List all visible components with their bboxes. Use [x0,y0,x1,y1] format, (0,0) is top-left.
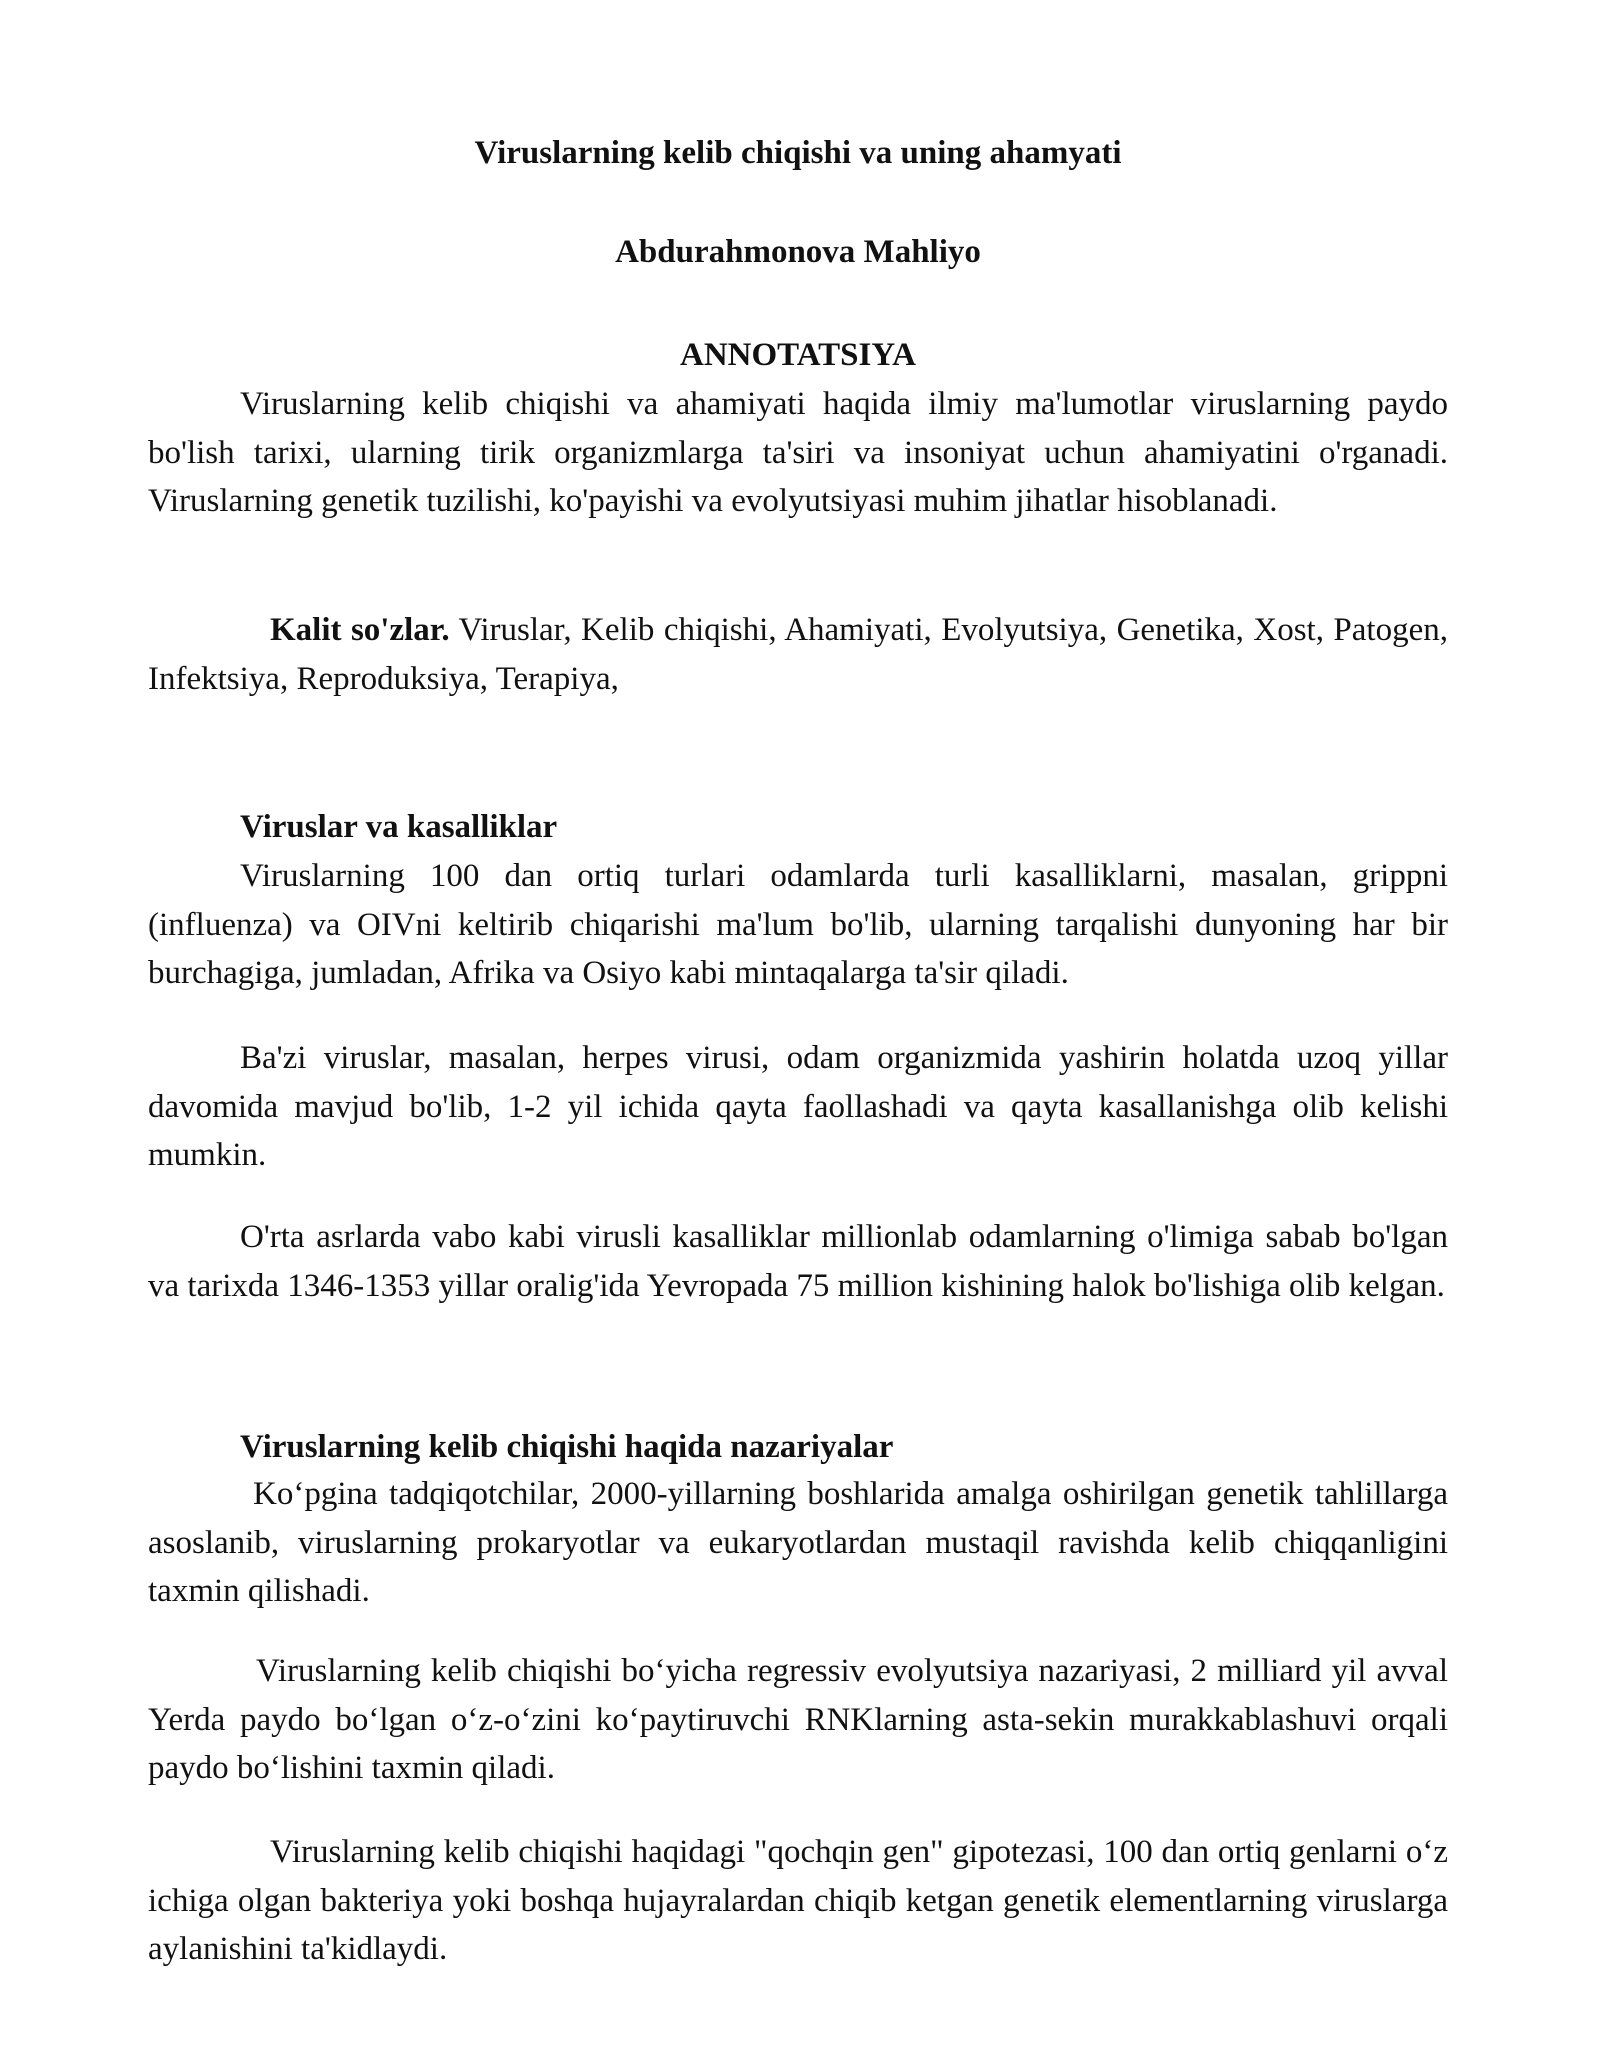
annotation-paragraph: Viruslarning kelib chiqishi va ahamiyati haqida ilmiy ma'lumotlar viruslarning paydo bo'lish tarixi, ularning tirik organizmlarga ta'siri va insoniyat uchun ahamiyatini o'rganadi. Viruslarning genetik tuzilishi, ko'payishi va evolyutsiyasi muhim jihatlar hisoblanadi. [148,386,1448,519]
keywords-list: Viruslar, Kelib chiqishi, Ahamiyati, Evolyutsiya, Genetika, Xost, Patogen, Infektsiya, Reproduksiya, Terapiya, [148,612,1448,697]
keywords-label: Kalit so'zlar. [270,612,450,648]
keywords-paragraph [148,606,1448,703]
author-name: Abdurahmonova Mahliyo [615,234,981,270]
section1-paragraph-2: Ba'zi viruslar, masalan, herpes virusi, odam organizmida yashirin holatda uzoq yillar davomida mavjud bo'lib, 1-2 yil ichida qayta faollashadi va qayta kasallanishga olib kelishi mumkin. [148,1040,1448,1173]
section-heading-origin-theories: Viruslarning kelib chiqishi haqida nazariyalar [240,1429,894,1465]
section2-paragraph-3: Viruslarning kelib chiqishi haqidagi "qochqin gen" gipotezasi, 100 dan ortiq genlarni o‘z ichiga olgan bakteriya yoki boshqa hujayralardan chiqib ketgan genetik elementlarning viruslarga aylanishini ta'kidlaydi. [148,1834,1448,1967]
section-heading-viruses-diseases: Viruslar va kasalliklar [240,809,558,845]
section1-paragraph-1: Viruslarning 100 dan ortiq turlari odamlarda turli kasalliklarni, masalan, grippni (influenza) va OIVni keltirib chiqarishi ma'lum bo'lib, ularning tarqalishi dunyoning har bir burchagiga, jumladan, Afrika va Osiyo kabi mintaqalarga ta'sir qiladi. [148,858,1448,991]
section2-paragraph-2: Viruslarning kelib chiqishi bo‘yicha regressiv evolyutsiya nazariyasi, 2 milliard yil avval Yerda paydo bo‘lgan o‘z-o‘zini ko‘paytiruvchi RNKlarning asta-sekin murakkablashuvi orqali paydo bo‘lishini taxmin qiladi. [148,1653,1448,1786]
section2-paragraph-1: Ko‘pgina tadqiqotchilar, 2000-yillarning boshlarida amalga oshirilgan genetik tahlillarga asoslanib, viruslarning prokaryotlar va eukaryotlardan mustaqil ravishda kelib chiqqanligini taxmin qilishadi. [148,1476,1448,1609]
section1-paragraph-3: O'rta asrlarda vabo kabi virusli kasalliklar millionlab odamlarning o'limiga sabab bo'lgan va tarixda 1346-1353 yillar oralig'ida Yevropada 75 million kishining halok bo'lishiga olib kelgan. [148,1219,1448,1304]
annotation-heading: ANNOTATSIYA [680,337,916,373]
document-title: Viruslarning kelib chiqishi va uning ahamyati [474,135,1122,171]
